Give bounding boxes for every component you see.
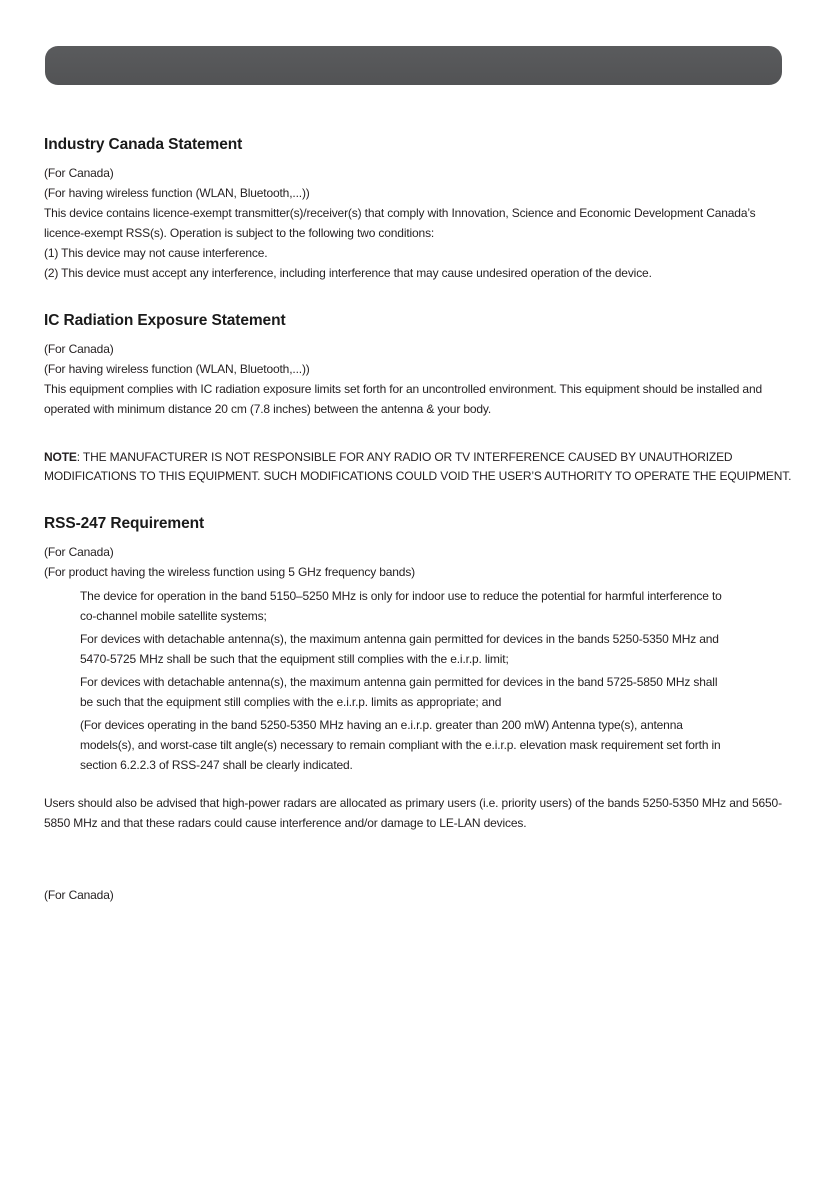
note-text: : THE MANUFACTURER IS NOT RESPONSIBLE FOR ANY RADIO OR TV INTERFERENCE CAUSED BY UNAUTHORIZED MODIFICATIONS TO THIS EQUIPMENT. SUCH MODIFICATIONS COULD VOID THE USER’S AUTHORITY TO OPERATE THE EQUIPMENT. xyxy=(44,450,792,483)
section-ic-radiation xyxy=(44,312,796,419)
paragraph: (For Canada) xyxy=(44,545,114,559)
section-title: IC Radiation Exposure Statement xyxy=(44,312,286,329)
section-rss247 xyxy=(44,515,796,905)
indented-requirements-list xyxy=(80,586,725,775)
paragraph: (For Canada) xyxy=(44,342,114,356)
section-title: RSS-247 Requirement xyxy=(44,515,205,532)
paragraph: This device contains licence-exempt transmitter(s)/receiver(s) that comply with Innovation, Science and Economic Development Canada’s licence-exempt RSS(s). Operation is subject to the following two conditions: xyxy=(44,206,756,240)
paragraph: (2) This device must accept any interference, including interference that may cause undesired operation of the device. xyxy=(44,266,652,280)
footer-note: (For Canada) xyxy=(44,888,114,902)
closing-paragraph: Users should also be advised that high-power radars are allocated as primary users (i.e. priority users) of the bands 5250-5350 MHz and 5650-5850 MHz and that these radars could cause interference and/or damage to LE-LAN devices. xyxy=(44,796,782,830)
section-title: Industry Canada Statement xyxy=(44,136,243,153)
list-item: (For devices operating in the band 5250-5350 MHz having an e.i.r.p. greater than 200 mW) Antenna type(s), antenna models(s), and worst-case tilt angle(s) necessary to remain compliant with the e.i.r.p. elevation mask requirement set forth in section 6.2.2.3 of RSS-247 shall be clearly indicated. xyxy=(80,718,721,772)
note-block xyxy=(44,448,796,486)
paragraph: This equipment complies with IC radiation exposure limits set forth for an uncontrolled environment. This equipment should be installed and operated with minimum distance 20 cm (7.8 inches) between the antenna & your body. xyxy=(44,382,762,416)
list-item: For devices with detachable antenna(s), the maximum antenna gain permitted for devices in the bands 5250-5350 MHz and 5470-5725 MHz shall be such that the equipment still complies with the e.i.r.p. limit; xyxy=(80,632,719,666)
paragraph: (For Canada) xyxy=(44,166,114,180)
header-bar xyxy=(45,46,782,85)
page-content xyxy=(44,136,796,934)
paragraph: (1) This device may not cause interference. xyxy=(44,246,268,260)
paragraph: (For having wireless function (WLAN, Bluetooth,...)) xyxy=(44,186,310,200)
list-item: For devices with detachable antenna(s), the maximum antenna gain permitted for devices in the band 5725-5850 MHz shall be such that the equipment still complies with the e.i.r.p. limits as appropriate; and xyxy=(80,675,718,709)
note-label: NOTE xyxy=(44,450,77,464)
paragraph: (For having wireless function (WLAN, Bluetooth,...)) xyxy=(44,362,310,376)
section-industry-canada xyxy=(44,136,796,283)
list-item: The device for operation in the band 5150–5250 MHz is only for indoor use to reduce the potential for harmful interference to co-channel mobile satellite systems; xyxy=(80,589,722,623)
paragraph: (For product having the wireless function using 5 GHz frequency bands) xyxy=(44,565,416,579)
